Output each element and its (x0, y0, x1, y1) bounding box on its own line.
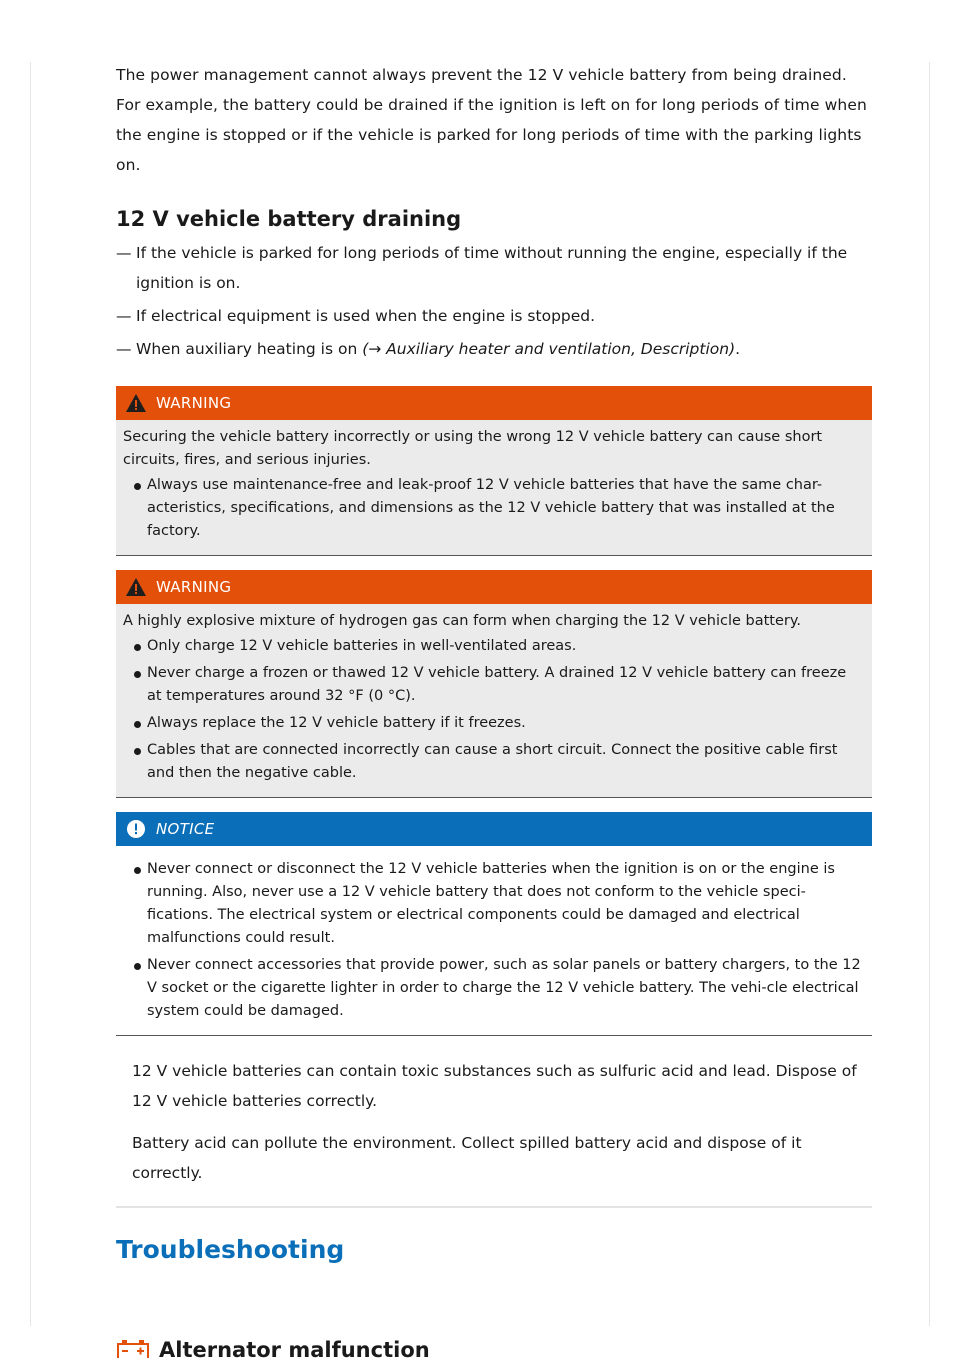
warning-header (116, 386, 872, 420)
bullet-item: Always use maintenance-free and leak-proof 12 V vehicle batteries that have the same char-acteristics, specifications, and dimensions as the 12 V vehicle battery that was installed at the factory. (123, 474, 864, 543)
xref-suffix: . (735, 340, 741, 358)
warning-triangle-icon (125, 393, 147, 413)
draining-list (116, 238, 872, 364)
list-item-text: If electrical equipment is used when the engine is stopped. (136, 307, 596, 325)
warning-triangle-icon (125, 577, 147, 597)
section-title-battery-draining: 12 V vehicle battery draining (116, 207, 462, 231)
alternator-malfunction-title: Alternator malfunction (159, 1338, 430, 1358)
warning-header (116, 570, 872, 604)
warning-box-battery-securing (116, 386, 872, 556)
page-content (116, 60, 872, 1358)
notice-body (116, 846, 872, 1035)
bullet-item: Cables that are connected incorrectly can cause a short circuit. Connect the positive cable first and then the negative cable. (123, 739, 864, 785)
dash-marker: — (116, 340, 132, 358)
environment-paragraph: Battery acid can pollute the environment. Collect spilled battery acid and dispose of it correctly. (132, 1134, 802, 1182)
list-item (116, 301, 872, 331)
warning-intro: A highly explosive mixture of hydrogen gas can form when charging the 12 V vehicle battery. (123, 613, 801, 629)
warning-label: WARNING (156, 578, 232, 596)
notice-bullets (123, 858, 864, 1023)
page-margin-right (929, 62, 930, 1326)
environment-paragraph: 12 V vehicle batteries can contain toxic substances such as sulfuric acid and lead. Dispose of 12 V vehicle batteries correctly. (132, 1062, 857, 1110)
warning-bullets (123, 474, 864, 543)
bullet-item: Only charge 12 V vehicle batteries in well-ventilated areas. (123, 635, 864, 658)
troubleshooting-title: Troubleshooting (116, 1235, 345, 1264)
notice-label: NOTICE (156, 820, 215, 838)
dash-marker: — (116, 244, 132, 262)
list-item (116, 334, 872, 364)
warning-label: WARNING (156, 394, 232, 412)
warning-intro: Securing the vehicle battery incorrectly or using the wrong 12 V vehicle battery can cause short circuits, fires, and serious injuries. (123, 429, 823, 468)
list-item-text: If the vehicle is parked for long periods of time without running the engine, especially if the ignition is on. (136, 244, 848, 292)
alternator-malfunction-heading (116, 1338, 872, 1358)
warning-body (116, 604, 872, 797)
bullet-item: Always replace the 12 V vehicle battery if it freezes. (123, 712, 864, 735)
bullet-item: Never connect accessories that provide power, such as solar panels or battery chargers, to the 12 V socket or the cigarette lighter in order to charge the 12 V vehicle battery. The vehi-cle electrical system could be damaged. (123, 954, 864, 1023)
notice-exclamation-icon (125, 819, 147, 839)
bullet-item: Never charge a frozen or thawed 12 V vehicle battery. A drained 12 V vehicle battery can freeze at temperatures around 32 °F (0 °C). (123, 662, 864, 708)
bullet-item: Never connect or disconnect the 12 V vehicle batteries when the ignition is on or the engine is running. Also, never use a 12 V vehicle battery that does not conform to the vehicle speci-fications. The electrical system or electrical components could be damaged and electrical malfunctions could result. (123, 858, 864, 950)
cross-reference-link[interactable]: (→ Auxiliary heater and ventilation, Description) (362, 340, 736, 358)
battery-icon (116, 1338, 150, 1358)
page-margin-left (30, 62, 31, 1326)
list-item (116, 238, 872, 298)
dash-marker: — (116, 307, 132, 325)
notice-box (116, 812, 872, 1036)
intro-paragraph: The power management cannot always prevent the 12 V vehicle battery from being drained. For example, the battery could be drained if the ignition is left on for long periods of time when the engine is stopped or if the vehicle is parked for long periods of time with the parking lights on. (116, 66, 867, 174)
list-item-text: When auxiliary heating is on (136, 340, 358, 358)
warning-bullets (123, 635, 864, 785)
environment-note (116, 1056, 872, 1188)
section-divider (116, 1206, 872, 1208)
warning-box-hydrogen-gas (116, 570, 872, 798)
warning-body (116, 420, 872, 555)
notice-header (116, 812, 872, 846)
